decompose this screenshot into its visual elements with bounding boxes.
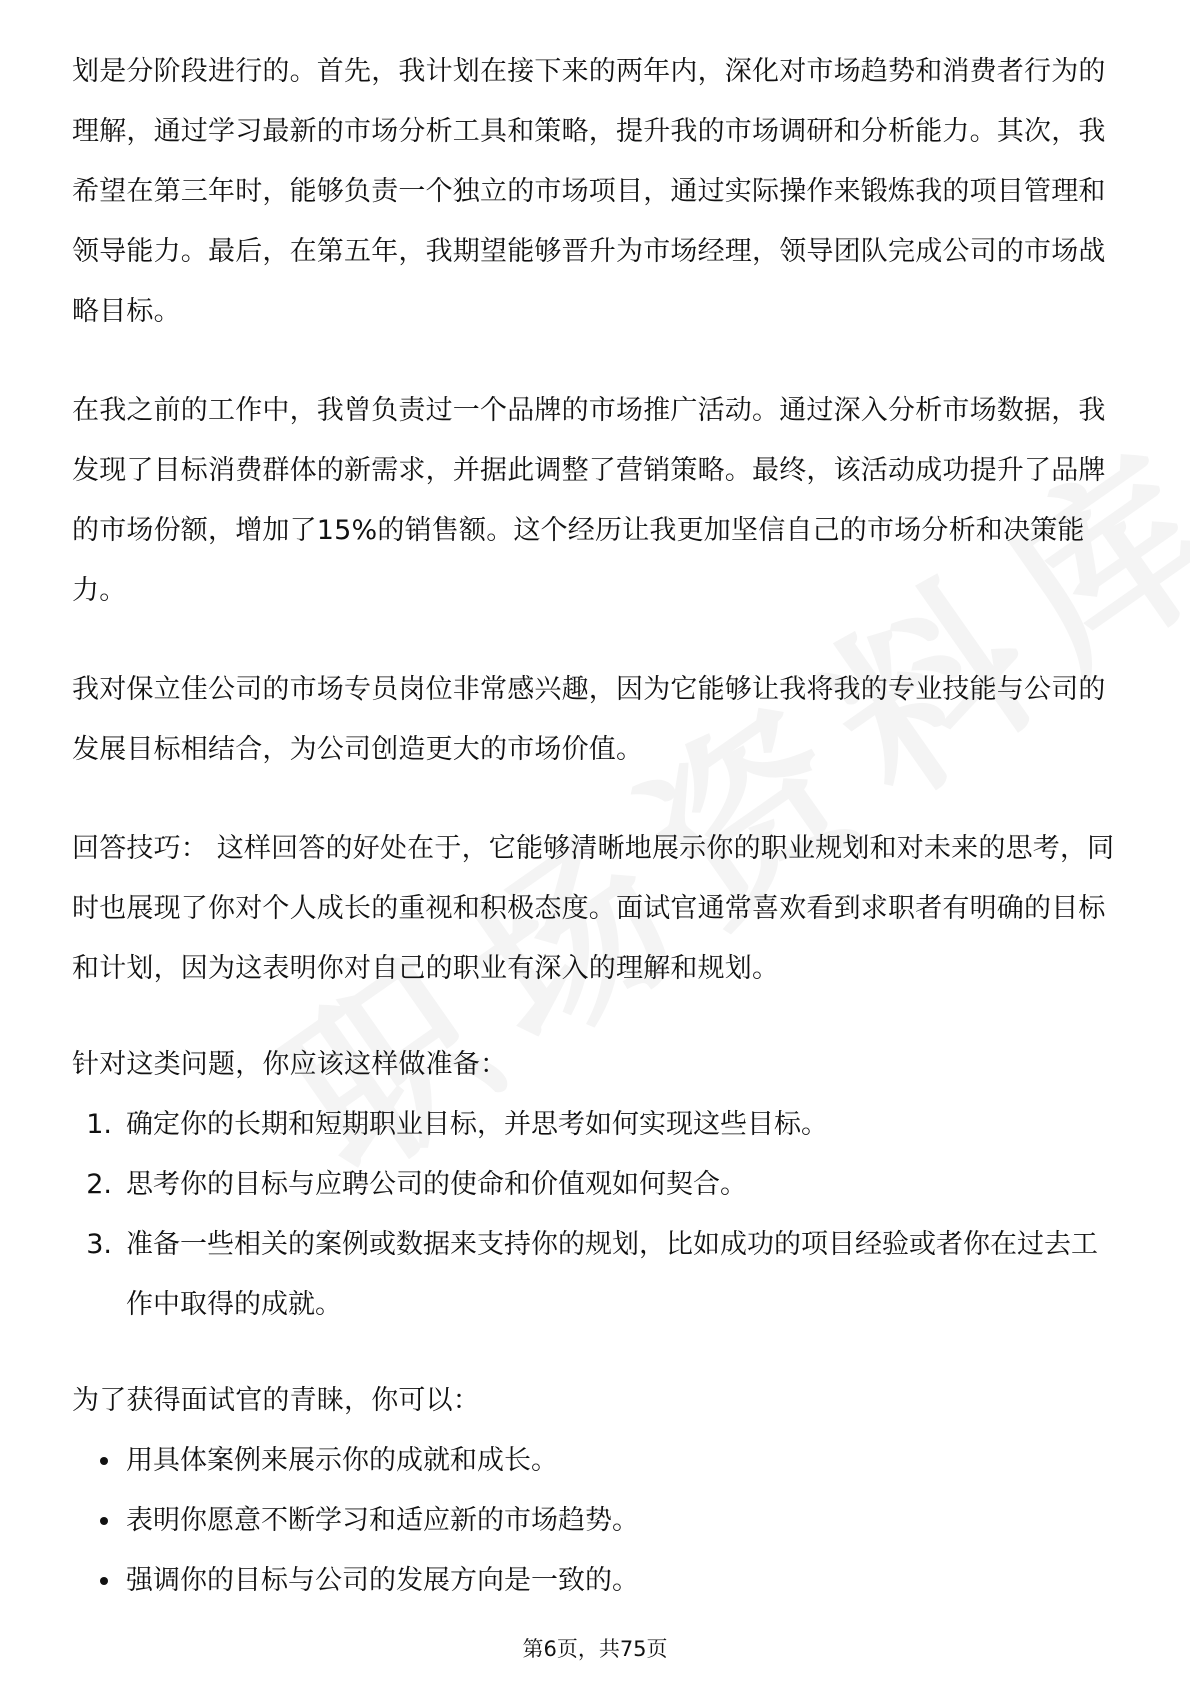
list-item-number: 2. xyxy=(86,1169,112,1200)
list-item xyxy=(72,1095,1117,1155)
bullet-icon xyxy=(100,1517,108,1525)
paragraph-preparation-intro: 针对这类问题，你应该这样做准备： xyxy=(72,1049,508,1080)
list-item-text: 准备一些相关的案例或数据来支持你的规划，比如成功的项目经验或者你在过去工作中取得的成就。 xyxy=(126,1229,1098,1320)
list-item-number: 1. xyxy=(86,1109,112,1140)
paragraph-past-experience: 在我之前的工作中，我曾负责过一个品牌的市场推广活动。通过深入分析市场数据，我发现了目标消费群体的新需求，并据此调整了营销策略。最终，该活动成功提升了品牌的市场份额，增加了15%的销售额。这个经历让我更加坚信自己的市场分析和决策能力。 xyxy=(72,395,1106,606)
list-item xyxy=(72,1431,1117,1491)
page-number: 第6页，共75页 xyxy=(522,1637,668,1661)
document-body xyxy=(72,42,1117,1611)
paragraph-answer-tips: 回答技巧： 这样回答的好处在于，它能够清晰地展示你的职业规划和对未来的思考，同时也展现了你对个人成长的重视和积极态度。面试官通常喜欢看到求职者有明确的目标和计划，因为这表明你对自己的职业有深入的理解和规划。 xyxy=(72,833,1115,984)
list-item-text: 表明你愿意不断学习和适应新的市场趋势。 xyxy=(126,1505,639,1536)
paragraph-impress-intro: 为了获得面试官的青睐，你可以： xyxy=(72,1385,480,1416)
list-item xyxy=(72,1491,1117,1551)
preparation-list xyxy=(72,1095,1117,1335)
list-item-text: 用具体案例来展示你的成就和成长。 xyxy=(126,1445,558,1476)
list-item xyxy=(72,1215,1117,1335)
tips-list xyxy=(72,1431,1117,1611)
bullet-icon xyxy=(100,1577,108,1585)
list-item-number: 3. xyxy=(86,1229,112,1260)
list-item-text: 思考你的目标与应聘公司的使命和价值观如何契合。 xyxy=(126,1169,747,1200)
list-item-text: 确定你的长期和短期职业目标，并思考如何实现这些目标。 xyxy=(126,1109,828,1140)
paragraph-career-plan: 划是分阶段进行的。首先，我计划在接下来的两年内，深化对市场趋势和消费者行为的理解，通过学习最新的市场分析工具和策略，提升我的市场调研和分析能力。其次，我希望在第三年时，能够负责一个独立的市场项目，通过实际操作来锻炼我的项目管理和领导能力。最后，在第五年，我期望能够晋升为市场经理，领导团队完成公司的市场战略目标。 xyxy=(72,56,1106,327)
list-item xyxy=(72,1155,1117,1215)
list-item xyxy=(72,1551,1117,1611)
bullet-icon xyxy=(100,1457,108,1465)
paragraph-interest: 我对保立佳公司的市场专员岗位非常感兴趣，因为它能够让我将我的专业技能与公司的发展目标相结合，为公司创造更大的市场价值。 xyxy=(72,674,1106,765)
list-item-text: 强调你的目标与公司的发展方向是一致的。 xyxy=(126,1565,639,1596)
